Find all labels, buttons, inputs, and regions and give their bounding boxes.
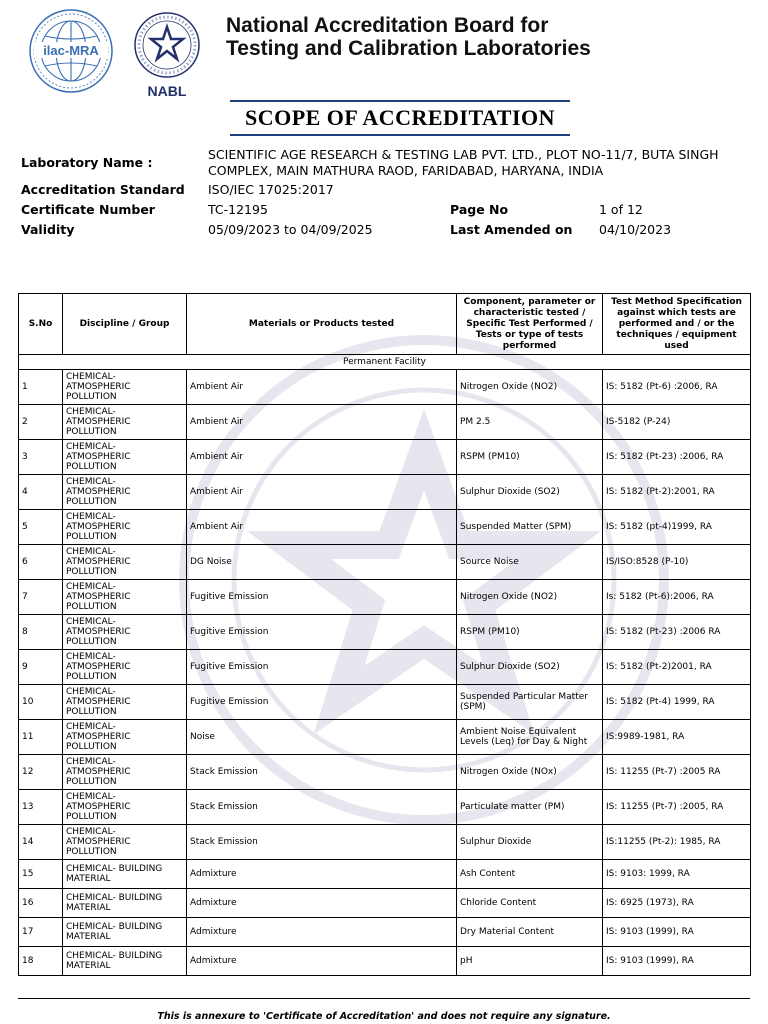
cell-sno: 16 [19,889,63,918]
validity-value: 05/09/2023 to 04/09/2025 [208,222,373,237]
table-row [19,825,751,860]
cell-discipline: CHEMICAL- ATMOSPHERIC POLLUTION [63,720,187,755]
cell-method: IS: 5182 (Pt-23) :2006, RA [603,440,751,475]
cell-sno: 7 [19,580,63,615]
header-materials: Materials or Products tested [187,294,457,355]
cell-method: IS: 5182 (Pt-4) 1999, RA [603,685,751,720]
cell-discipline: CHEMICAL- ATMOSPHERIC POLLUTION [63,615,187,650]
cell-material: Admixture [187,947,457,976]
cell-parameter: Suspended Matter (SPM) [457,510,603,545]
cell-method: IS: 5182 (Pt-23) :2006 RA [603,615,751,650]
table-row [19,720,751,755]
cell-method: IS: 5182 (Pt-2):2001, RA [603,475,751,510]
cell-parameter: Particulate matter (PM) [457,790,603,825]
org-name-line-1: National Accreditation Board for [226,14,549,37]
cell-discipline: CHEMICAL- ATMOSPHERIC POLLUTION [63,650,187,685]
page-no-label: Page No [450,202,509,217]
lab-name-label: Laboratory Name : [21,155,153,170]
org-name-line-2: Testing and Calibration Laboratories [226,37,591,60]
cell-discipline: CHEMICAL- ATMOSPHERIC POLLUTION [63,685,187,720]
cell-parameter: Dry Material Content [457,918,603,947]
cell-method: IS: 9103: 1999, RA [603,860,751,889]
table-header-row [19,294,751,355]
header-component: Component, parameter or characteristic tested / Specific Test Performed / Tests or type of tests performed [457,294,603,355]
page-title: SCOPE OF ACCREDITATION [230,100,570,136]
page-no-value: 1 of 12 [599,202,643,217]
cell-method: IS: 6925 (1973), RA [603,889,751,918]
cell-parameter: Suspended Particular Matter (SPM) [457,685,603,720]
validity-label: Validity [21,222,75,237]
cell-material: Fugitive Emission [187,685,457,720]
table-row [19,889,751,918]
last-amended-label: Last Amended on [450,222,573,237]
cell-parameter: Nitrogen Oxide (NO2) [457,580,603,615]
cell-material: Fugitive Emission [187,615,457,650]
header-sno: S.No [19,294,63,355]
cell-method: IS: 5182 (Pt-6) :2006, RA [603,370,751,405]
table-row [19,370,751,405]
standard-label: Accreditation Standard [21,182,185,197]
cell-parameter: pH [457,947,603,976]
cell-sno: 5 [19,510,63,545]
cell-material: Stack Emission [187,825,457,860]
cell-sno: 9 [19,650,63,685]
cell-sno: 2 [19,405,63,440]
svg-text:ilac-MRA: ilac-MRA [43,43,99,58]
cell-parameter: Sulphur Dioxide (SO2) [457,475,603,510]
cell-parameter: PM 2.5 [457,405,603,440]
scope-table [18,293,751,976]
cell-parameter: Nitrogen Oxide (NO2) [457,370,603,405]
cell-discipline: CHEMICAL- ATMOSPHERIC POLLUTION [63,825,187,860]
cell-parameter: Sulphur Dioxide (SO2) [457,650,603,685]
cell-method: IS: 9103 (1999), RA [603,918,751,947]
header-discipline: Discipline / Group [63,294,187,355]
cell-discipline: CHEMICAL- BUILDING MATERIAL [63,947,187,976]
cell-material: DG Noise [187,545,457,580]
table-row [19,755,751,790]
cell-discipline: CHEMICAL- ATMOSPHERIC POLLUTION [63,510,187,545]
cell-material: Ambient Air [187,440,457,475]
cell-method: IS: 11255 (Pt-7) :2005, RA [603,790,751,825]
cell-method: IS:11255 (Pt-2): 1985, RA [603,825,751,860]
table-row [19,405,751,440]
cell-method: IS-5182 (P-24) [603,405,751,440]
cell-sno: 10 [19,685,63,720]
cell-material: Ambient Air [187,510,457,545]
table-row [19,947,751,976]
table-row [19,685,751,720]
cell-discipline: CHEMICAL- BUILDING MATERIAL [63,918,187,947]
cell-sno: 8 [19,615,63,650]
cell-material: Stack Emission [187,755,457,790]
facility-row [19,355,751,370]
table-row [19,545,751,580]
cell-sno: 4 [19,475,63,510]
cell-sno: 15 [19,860,63,889]
header-test-method: Test Method Specification against which tests are performed and / or the techniques / equipment used [603,294,751,355]
cell-sno: 1 [19,370,63,405]
cell-discipline: CHEMICAL- ATMOSPHERIC POLLUTION [63,475,187,510]
cell-material: Ambient Air [187,475,457,510]
cell-method: IS: 5182 (Pt-2)2001, RA [603,650,751,685]
lab-name-line-2: COMPLEX, MAIN MATHURA RAOD, FARIDABAD, HARYANA, INDIA [208,163,604,178]
cell-sno: 17 [19,918,63,947]
table-row [19,860,751,889]
table-body [19,355,751,976]
lab-name-value [208,147,719,179]
organization-name [226,14,591,60]
cell-discipline: CHEMICAL- ATMOSPHERIC POLLUTION [63,405,187,440]
cell-sno: 3 [19,440,63,475]
cell-method: IS: 5182 (pt-4)1999, RA [603,510,751,545]
cell-discipline: CHEMICAL- BUILDING MATERIAL [63,889,187,918]
table-row [19,790,751,825]
last-amended-value: 04/10/2023 [599,222,672,237]
cell-discipline: CHEMICAL- ATMOSPHERIC POLLUTION [63,755,187,790]
cell-material: Fugitive Emission [187,580,457,615]
cell-sno: 6 [19,545,63,580]
cell-sno: 14 [19,825,63,860]
cell-parameter: Ambient Noise Equivalent Levels (Leq) for Day & Night [457,720,603,755]
table-row [19,918,751,947]
cell-parameter: Sulphur Dioxide [457,825,603,860]
cell-method: IS/ISO:8528 (P-10) [603,545,751,580]
cell-sno: 13 [19,790,63,825]
cell-discipline: CHEMICAL- ATMOSPHERIC POLLUTION [63,370,187,405]
nabl-logo [130,10,204,102]
cell-method: IS:9989-1981, RA [603,720,751,755]
cell-material: Admixture [187,860,457,889]
cell-material: Admixture [187,918,457,947]
table-row [19,580,751,615]
cell-material: Admixture [187,889,457,918]
table-row [19,615,751,650]
cell-material: Fugitive Emission [187,650,457,685]
cell-parameter: Nitrogen Oxide (NOx) [457,755,603,790]
cell-material: Noise [187,720,457,755]
ilac-mra-logo [28,8,114,94]
cell-method: IS: 11255 (Pt-7) :2005 RA [603,755,751,790]
cell-discipline: CHEMICAL- ATMOSPHERIC POLLUTION [63,545,187,580]
footer-divider [18,998,750,999]
table-row [19,440,751,475]
cell-material: Ambient Air [187,405,457,440]
table-row [19,510,751,545]
cell-parameter: RSPM (PM10) [457,615,603,650]
table-row [19,475,751,510]
facility-label: Permanent Facility [19,355,751,370]
cell-sno: 18 [19,947,63,976]
cell-discipline: CHEMICAL- ATMOSPHERIC POLLUTION [63,440,187,475]
standard-value: ISO/IEC 17025:2017 [208,182,334,197]
certificate-value: TC-12195 [208,202,268,217]
cell-method: Is: 5182 (Pt-6):2006, RA [603,580,751,615]
cell-material: Ambient Air [187,370,457,405]
cell-discipline: CHEMICAL- BUILDING MATERIAL [63,860,187,889]
cell-method: IS: 9103 (1999), RA [603,947,751,976]
certificate-label: Certificate Number [21,202,155,217]
cell-sno: 11 [19,720,63,755]
table-row [19,650,751,685]
cell-parameter: Chloride Content [457,889,603,918]
cell-sno: 12 [19,755,63,790]
cell-parameter: RSPM (PM10) [457,440,603,475]
cell-discipline: CHEMICAL- ATMOSPHERIC POLLUTION [63,580,187,615]
cell-parameter: Source Noise [457,545,603,580]
lab-name-line-1: SCIENTIFIC AGE RESEARCH & TESTING LAB PVT. LTD., PLOT NO-11/7, BUTA SINGH [208,147,719,162]
svg-text:NABL: NABL [147,83,187,99]
cell-material: Stack Emission [187,790,457,825]
cell-discipline: CHEMICAL- ATMOSPHERIC POLLUTION [63,790,187,825]
footer-note: This is annexure to 'Certificate of Accreditation' and does not require any signature. [157,1011,611,1022]
cell-parameter: Ash Content [457,860,603,889]
